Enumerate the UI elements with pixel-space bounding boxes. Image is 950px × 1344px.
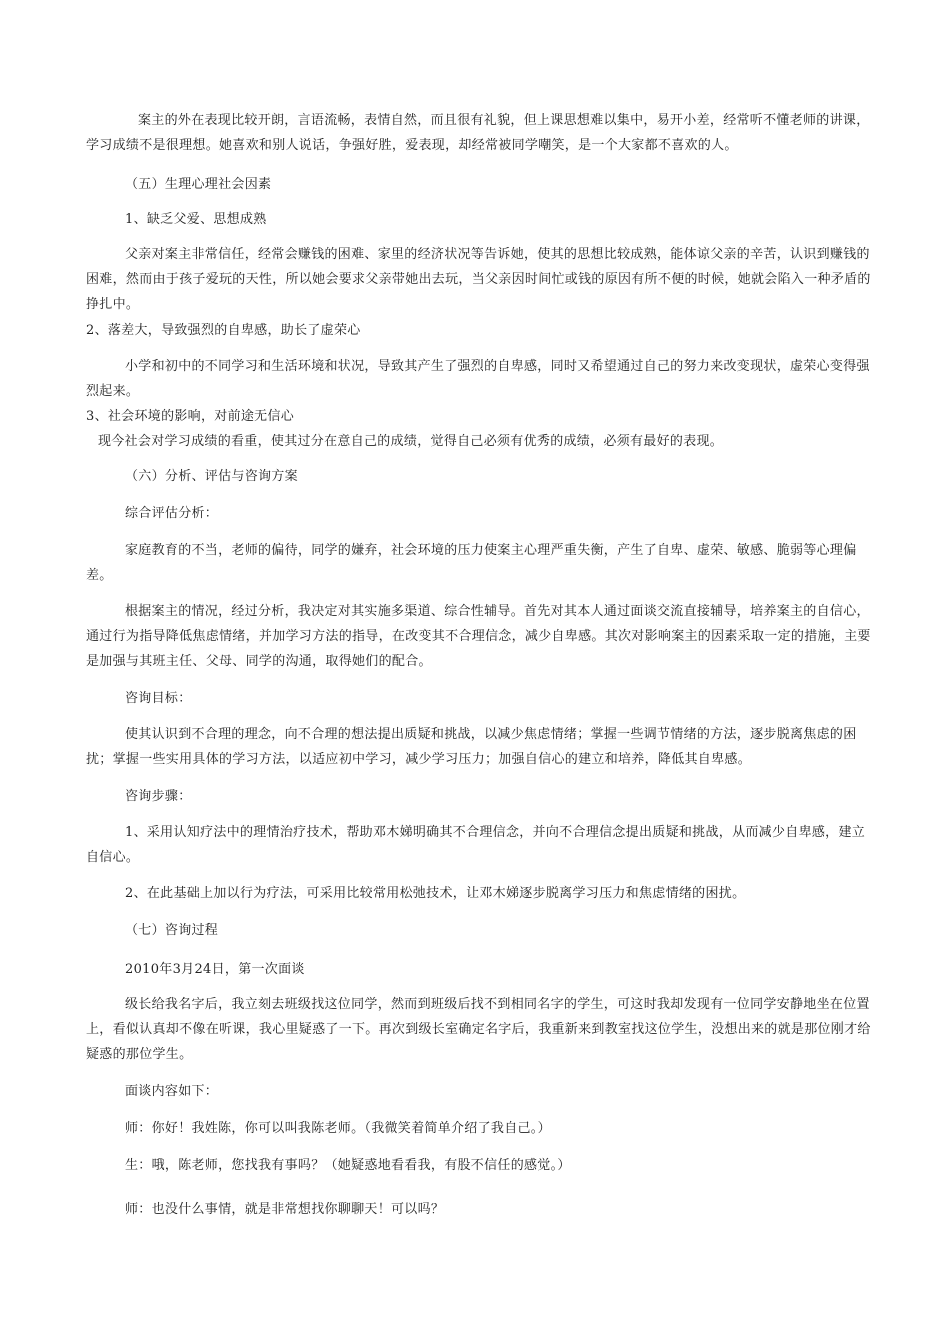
paragraph-plan: 根据案主的情况，经过分析，我决定对其实施多渠道、综合性辅导。首先对其本人通过面谈交流直接辅导，培养案主的自信心，通过行为指导降低焦虑情绪，并加学习方法的指导，在改变其不合理信念，减少自卑感。其次对影响案主的因素采取一定的措施，主要是加强与其班主任、父母、同学的沟通，取得她们的配合。 [86,604,871,669]
paragraph-session-intro: 级长给我名字后，我立刻去班级找这位同学，然而到班级后找不到相同名字的学生，可这时我却发现有一位同学安静地坐在位置上，看似认真却不像在听课，我心里疑惑了一下。再次到级长室确定名字后，我重新来到教室找这位学生，没想出来的就是那位刚才给疑惑的那位学生。 [86,997,871,1062]
paragraph-society: 现今社会对学习成绩的看重，使其过分在意自己的成绩，觉得自己必须有优秀的成绩，必须有最好的表现。 [98,434,724,449]
subheading-2: 2、落差大，导致强烈的自卑感，助长了虚荣心 [86,323,361,338]
section-heading-5: （五）生理心理社会因素 [125,177,272,192]
dialogue-teacher-2: 师：也没什么事情，就是非常想找你聊聊天！可以吗？ [125,1202,445,1217]
dialogue-student-1: 生：哦，陈老师，您找我有事吗？（她疑惑地看看我，有股不信任的感觉。） [125,1158,571,1173]
goal-label: 咨询目标： [125,691,192,706]
step-2: 2、在此基础上加以行为疗法，可采用比较常用松弛技术，让邓木娣逐步脱离学习压力和焦虑情绪的困扰。 [125,886,746,901]
subheading-1: 1、缺乏父爱、思想成熟 [125,212,267,227]
paragraph-case-appearance: 案主的外在表现比较开朗，言语流畅，表情自然，而且很有礼貌，但上课思想难以集中，易开小差，经常听不懂老师的讲课，学习成绩不是很理想。她喜欢和别人说话，争强好胜，爱表现，却经常被同学嘲笑，是一个大家都不喜欢的人。 [86,113,870,153]
paragraph-goal: 使其认识到不合理的理念，向不合理的想法提出质疑和挑战，以减少焦虑情绪；掌握一些调节情绪的方法，逐步脱离焦虑的困扰；掌握一些实用具体的学习方法，以适应初中学习，减少学习压力；加强自信心的建立和培养，降低其自卑感。 [86,727,857,767]
dialogue-teacher-1: 师：你好！我姓陈，你可以叫我陈老师。（我微笑着简单介绍了我自己。） [125,1121,551,1136]
section-heading-7: （七）咨询过程 [125,923,219,938]
paragraph-father: 父亲对案主非常信任，经常会赚钱的困难、家里的经济状况等告诉她，使其的思想比较成熟，能体谅父亲的辛苦，认识到赚钱的困难，然而由于孩子爱玩的天性，所以她会要求父亲带她出去玩，当父亲因时间忙或钱的原因有所不便的时候，她就会陷入一种矛盾的挣扎中。 [86,247,871,312]
paragraph-assessment: 家庭教育的不当，老师的偏待，同学的嫌弃，社会环境的压力使案主心理严重失衡，产生了自卑、虚荣、敏感、脆弱等心理偏差。 [86,543,857,583]
interview-label: 面谈内容如下： [125,1084,219,1099]
session-date: 2010年3月24日，第一次面谈 [125,962,305,977]
steps-label: 咨询步骤： [125,789,192,804]
subheading-3: 3、社会环境的影响，对前途无信心 [86,409,295,424]
assessment-label: 综合评估分析： [125,506,219,521]
step-1: 1、采用认知疗法中的理情治疗技术，帮助邓木娣明确其不合理信念，并向不合理信念提出质疑和挑战，从而减少自卑感，建立自信心。 [86,825,866,865]
paragraph-inferiority: 小学和初中的不同学习和生活环境和状况，导致其产生了强烈的自卑感，同时又希望通过自己的努力来改变现状，虚荣心变得强烈起来。 [86,359,870,399]
section-heading-6: （六）分析、评估与咨询方案 [125,469,298,484]
